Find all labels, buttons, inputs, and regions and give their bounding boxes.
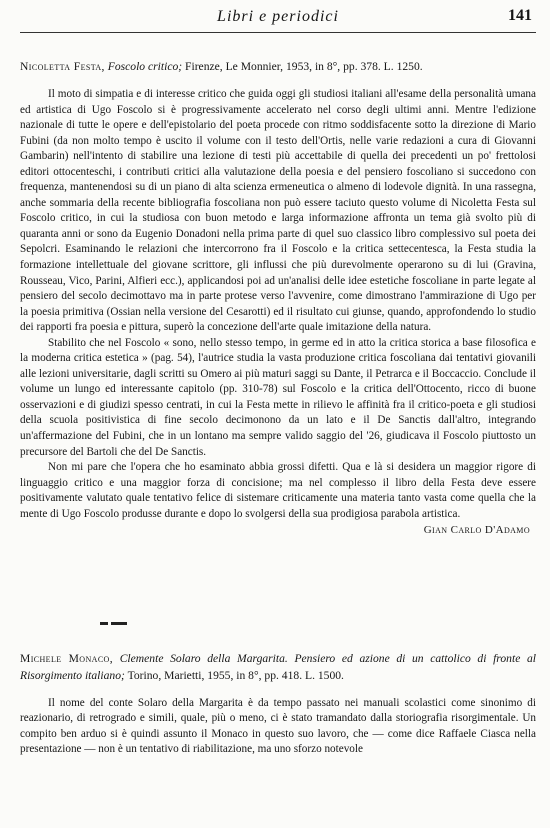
review-festa (20, 58, 536, 536)
review-citation (20, 58, 536, 75)
review-paragraph: Stabilito che nel Foscolo « sono, nello stesso tempo, in germe ed in atto la critica storica a base filosofica e la moderna critica estetica » (pag. 54), l'autrice studia la vasta produzione critica foscoliana dai tentativi giovanili alle lezioni universitarie, dagli scritti su Omero ai più maturi saggi su Dante, il Petrarca e il Boccaccio. Conclude il volume un lungo ed interessante capitolo (pp. 310-78) sul Foscolo e la critica dell'Ottocento, ricco di buone osservazioni e di giudizi spesso centrati, in cui la Festa mette in rilievo le affinità fra il critico-poeta e gli studiosi della scuola positivistica di fine secolo decimonono da un lato e il De Sanctis dall'altro, integrando un'affermazione del Fubini, che in un lontano ma sempre valido saggio del '26, giudicava il Foscolo piuttosto un precursore del Bartoli che del De Sanctis. (20, 336, 536, 458)
review-paragraph: Il moto di simpatia e di interesse critico che guida oggi gli studiosi italiani all'esame della personalità umana ed artistica di Ugo Foscolo si è progressivamente accelerato nel corso degli ultimi anni. Mentre l'edizione nazionale di tutte le opere e dell'epistolario del poeta procede con ritmo soddisfacente sotto la direzione di Mario Fubini (da non molto tempo è uscito il volume con il testo dell'Ortis, nelle varie redazioni a cura di Giovanni Gambarin) nell'intento di stabilire una lezione di testi più accettabile di quella dei precedenti un po' frettolosi editori ottocenteschi, i contributi critici alla valutazione della poesia e del pensiero foscoliano si succedono con frequenza, mantenendosi su di un piano di alta scienza ermeneutica o almeno di lodevole dignità. In una rassegna, anche sommaria della recente bibliografia foscoliana non può essere taciuto questo volume di Nicoletta Festa sul Foscolo critico, in cui la studiosa con buon metodo e larga informazione affronta un tema già svolto più di quaranta anni or sono da Eugenio Donadoni nella prima parte di quel suo classico libro complessivo sul poeta dei Sepolcri. Esaminando le relazioni che intercorrono fra il Foscolo e la critica settecentesca, la Festa studia la formazione intellettuale del giovane scrittore, gli influssi che più durevolmente operarono su di lui (Gravina, Rousseau, Vico, Parini, Alfieri ecc.), applicandosi poi ad un'analisi delle idee estetiche foscoliane in parte legate al pensiero del secolo decimottavo ma in parte protese verso l'avvenire, come dimostrano l'ammirazione di Ugo per la poesia primitiva (Ossian nella versione del Cesarotti) ed il risultato cui giunse, quando, approfondendo lo studio dei rapporti fra poesia e pittura, superò la concezione dell'arte quale imitazione della natura. (20, 88, 536, 334)
section-end-ornament (100, 622, 128, 626)
review-body (20, 87, 536, 536)
citation-title: Foscolo critico; (107, 60, 183, 73)
review-citation (20, 650, 536, 684)
citation-author: Michele Monaco, (20, 652, 114, 665)
running-header (20, 6, 536, 33)
book-page (20, 0, 536, 828)
page-number: 141 (508, 7, 532, 24)
review-paragraph: Il nome del conte Solaro della Margarita è da tempo passato nei manuali scolastici come sinonimo di reazionario, di retrogrado e simili, quale, più o meno, ci è stato tramandato dalla storiografia risorgimentale. Un compito ben arduo si è quindi assunto il Monaco in questo suo lavoro, che — come dice Raffaele Ciasca nella presentazione — non è un tentativo di riabilitazione, ma uno sforzo notevole (20, 697, 536, 755)
citation-publication: Firenze, Le Monnier, 1953, in 8°, pp. 378. L. 1250. (185, 60, 423, 73)
citation-publication: Torino, Marietti, 1955, in 8°, pp. 418. L. 1500. (127, 669, 344, 682)
citation-title: Clemente Solaro della Margarita. Pensiero ed azione di un cattolico di fronte al Risorgimento italiano; (20, 652, 536, 682)
review-paragraph: Non mi pare che l'opera che ho esaminato abbia grossi difetti. Qua e là si desidera un maggior rigore di linguaggio critico e una maggior forza di concisione; ma nel complesso il libro della Festa deve essere positivamente valutato quale tentativo felice di sistemare criticamente una materia tanto vasta come quella che la mente di Ugo Foscolo produsse durante e dopo lo svolgersi della sua prodigiosa parabola artistica. (20, 461, 536, 520)
review-body (20, 696, 536, 757)
reviewer-signature: Gian Carlo D'Adamo (423, 524, 530, 537)
review-monaco (20, 650, 536, 757)
running-title: Libri e periodici (217, 8, 339, 25)
citation-author: Nicoletta Festa, (20, 60, 105, 73)
